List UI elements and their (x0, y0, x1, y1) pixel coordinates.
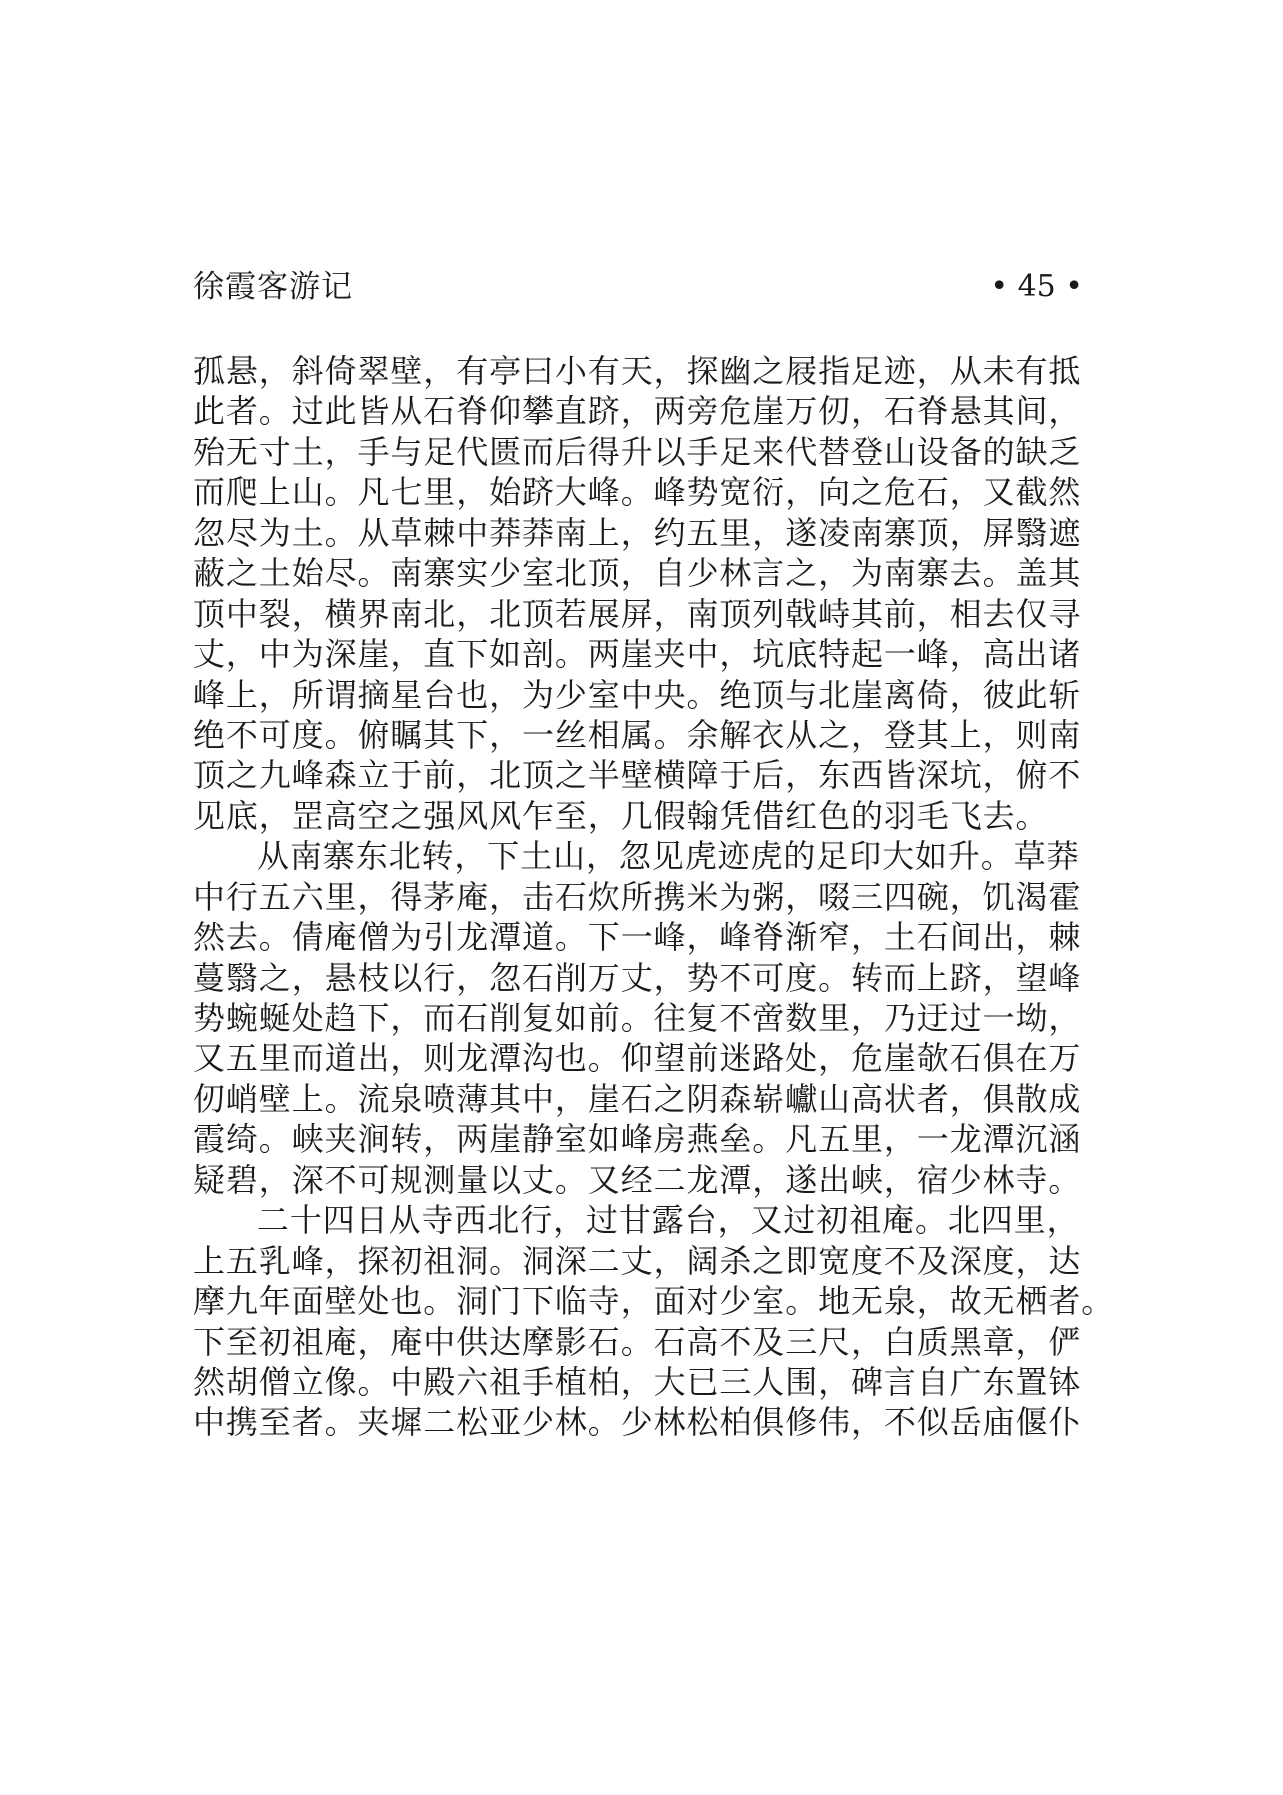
text-line: 然胡僧立像。中殿六祖手植柏，大已三人围，碑言自广东置钵 (193, 1362, 1082, 1401)
text-line: 摩九年面壁处也。洞门下临寺，面对少室。地无泉，故无栖者。 (193, 1282, 1115, 1321)
text-line: 势蜿蜒处趋下，而石削复如前。往复不啻数里，乃迂过一坳， (193, 999, 1082, 1037)
text-line: 蔓翳之，悬枝以行，忽石削万丈，势不可度。转而上跻，望峰 (193, 958, 1082, 997)
text-line: 峰上，所谓摘星台也，为少室中央。绝顶与北崖离倚，彼此斩 (193, 675, 1082, 714)
text-line: 中携至者。夹墀二松亚少林。少林松柏俱修伟，不似岳庙偃仆 (193, 1403, 1082, 1442)
text-line: 顶之九峰森立于前，北顶之半壁横障于后，东西皆深坑，俯不 (193, 756, 1082, 795)
text-line: 殆无寸土，手与足代匮而后得升以手足来代替登山设备的缺乏 (193, 432, 1082, 471)
text-line: 绝不可度。俯瞩其下，一丝相属。余解衣从之，登其上，则南 (193, 715, 1082, 754)
text-line: 中行五六里，得茅庵，击石炊所携米为粥，啜三四碗，饥渴霍 (193, 877, 1082, 916)
text-line: 蔽之土始尽。南寨实少室北顶，自少林言之，为南寨去。盖其 (193, 554, 1082, 593)
text-line: 而爬上山。凡七里，始跻大峰。峰势宽衍，向之危石，又截然 (193, 473, 1082, 512)
text-line: 忽尽为土。从草棘中莽莽南上，约五里，遂凌南寨顶，屏翳遮 (193, 513, 1082, 552)
text-line: 又五里而道出，则龙潭沟也。仰望前迷路处，危崖欹石俱在万 (193, 1039, 1082, 1078)
running-header (193, 265, 1083, 309)
text-line: 丈，中为深崖，直下如剖。两崖夹中，坑底特起一峰，高出诸 (193, 635, 1082, 674)
text-line: 然去。倩庵僧为引龙潭道。下一峰，峰脊渐窄，土石间出，棘 (193, 918, 1082, 957)
book-title: 徐霞客游记 (193, 269, 353, 305)
text-line: 疑碧，深不可规测量以丈。又经二龙潭，遂出峡，宿少林寺。 (193, 1160, 1082, 1199)
paragraph-first-line: 从南寨东北转，下土山，忽见虎迹虎的足印大如升。草莽 (257, 837, 1080, 876)
body-text (193, 351, 1115, 1443)
text-line: 仞峭壁上。流泉喷薄其中，崖石之阴森崭巘山高状者，俱散成 (193, 1079, 1082, 1118)
text-line: 见底，罡高空之强风风乍至，几假翰凭借红色的羽毛飞去。 (193, 796, 1049, 835)
paragraph-first-line: 二十四日从寺西北行，过甘露台，又过初祖庵。北四里， (257, 1201, 1080, 1240)
text-line: 此者。过此皆从石脊仰攀直跻，两旁危崖万仞，石脊悬其间， (193, 392, 1082, 431)
text-line: 顶中裂，横界南北，北顶若展屏，南顶列戟峙其前，相去仅寻 (193, 594, 1082, 633)
text-line: 上五乳峰，探初祖洞。洞深二丈，阔杀之即宽度不及深度，达 (193, 1241, 1082, 1280)
text-line: 霞绮。峡夹涧转，两崖静室如峰房燕垒。凡五里，一龙潭沉涵 (193, 1120, 1082, 1159)
text-line: 孤悬，斜倚翠壁，有亭曰小有天，探幽之屐指足迹，从未有抵 (193, 352, 1082, 390)
page-number: • 45 • (990, 269, 1083, 304)
text-line: 下至初祖庵，庵中供达摩影石。石高不及三尺，白质黑章，俨 (193, 1322, 1082, 1361)
